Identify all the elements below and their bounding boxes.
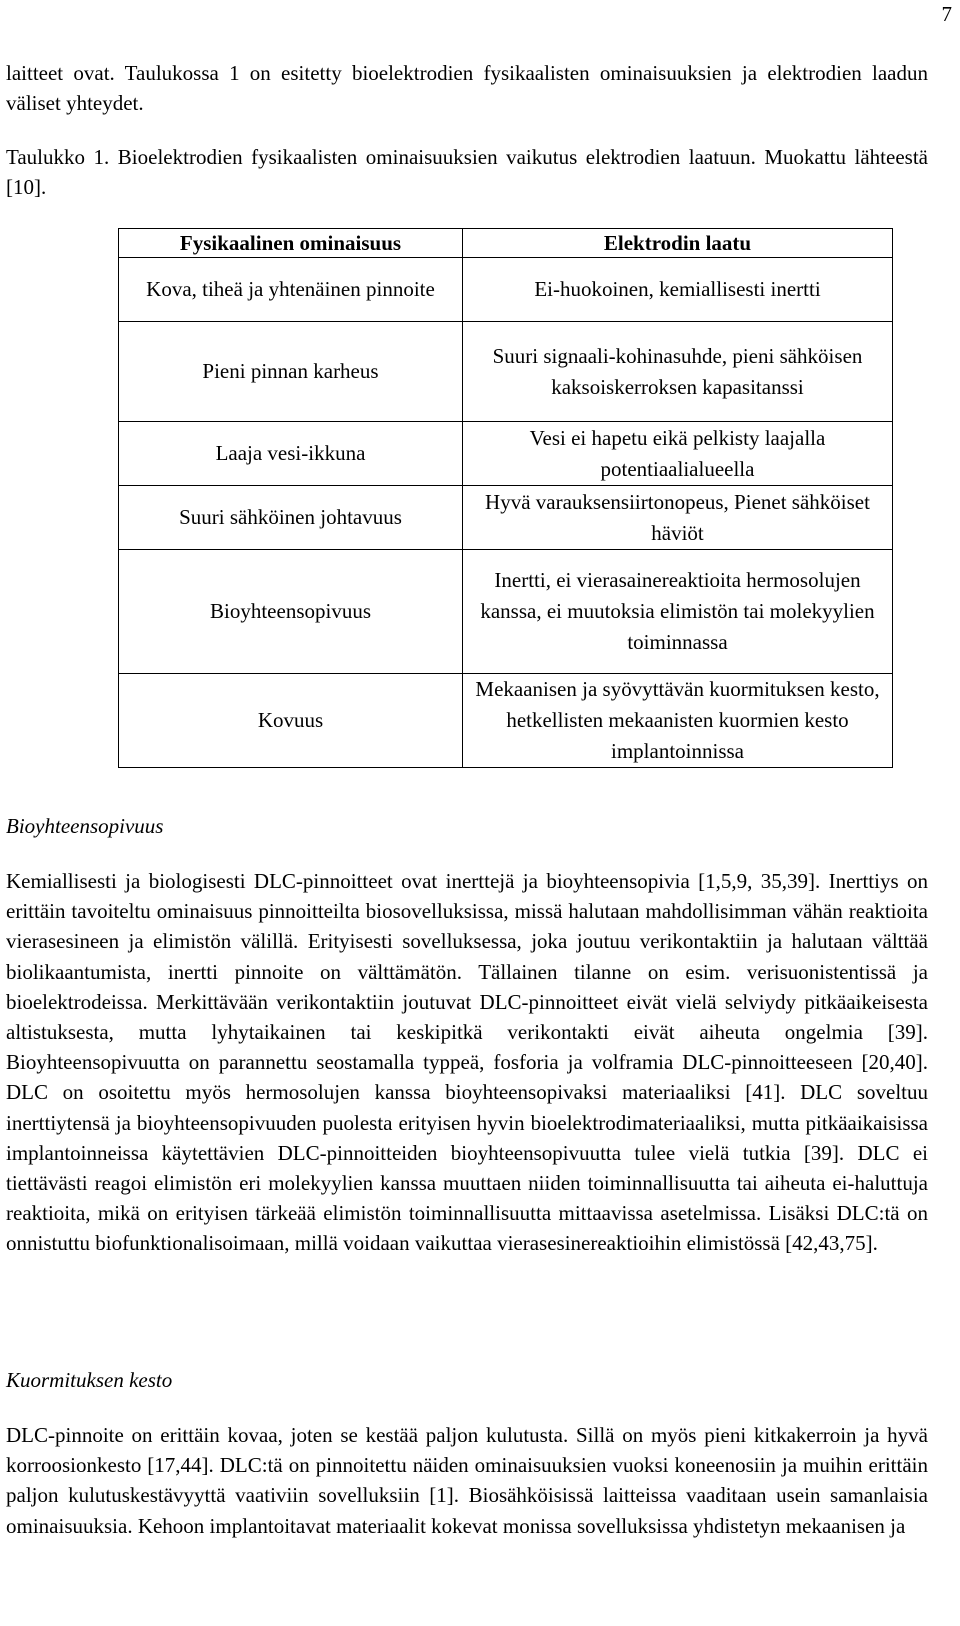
table-row: [119, 486, 893, 550]
section-heading-biocompatibility: Bioyhteensopivuus: [6, 814, 164, 838]
column-header-property: Fysikaalinen ominaisuus: [119, 229, 463, 258]
table-row: [119, 422, 893, 486]
table-row: [119, 674, 893, 768]
table-caption: Taulukko 1. Bioelektrodien fysikaalisten ominaisuuksien vaikutus elektrodien laatuun. Muokattu lähteestä [10].: [6, 145, 928, 200]
quality-cell: Ei-huokoinen, kemiallisesti inertti: [463, 258, 893, 322]
column-header-quality: Elektrodin laatu: [463, 229, 893, 258]
section-heading-load: Kuormituksen kesto: [6, 1368, 173, 1392]
table-row: [119, 322, 893, 422]
page-number: 7: [941, 2, 952, 26]
quality-cell: Suuri signaali-kohinasuhde, pieni sähköisen kaksoiskerroksen kapasitanssi: [463, 322, 893, 422]
quality-cell: Vesi ei hapetu eikä pelkisty laajalla potentiaalialueella: [463, 422, 893, 486]
quality-cell: Mekaanisen ja syövyttävän kuormituksen kesto, hetkellisten mekaanisten kuormien kesto implantoinnissa: [463, 674, 893, 768]
intro-paragraph: laitteet ovat. Taulukossa 1 on esitetty bioelektrodien fysikaalisten ominaisuuksien ja elektrodien laadun väliset yhteydet.: [6, 61, 928, 116]
property-cell: Kova, tiheä ja yhtenäinen pinnoite: [119, 258, 463, 322]
property-cell: Laaja vesi-ikkuna: [119, 422, 463, 486]
property-cell: Kovuus: [119, 674, 463, 768]
quality-cell: Hyvä varauksensiirtonopeus, Pienet sähköiset häviöt: [463, 486, 893, 550]
load-paragraph: DLC-pinnoite on erittäin kovaa, joten se kestää paljon kulutusta. Sillä on myös pieni kitkakerroin ja hyvä korroosionkesto [17,44]. DLC:tä on pinnoitettu näiden ominaisuuksien vuoksi koneenosiin ja muihin erittäin paljon kulutuskestävyyttä vaativiin sovelluksiin [1]. Biosähköisissä laitteissa vaaditaan usein samanlaisia ominaisuuksia. Kehoon implantoitavat materiaalit kokevat monissa sovelluksissa yhdistetyn mekaanisen ja: [6, 1423, 928, 1538]
table-row: [119, 258, 893, 322]
property-cell: Suuri sähköinen johtavuus: [119, 486, 463, 550]
property-cell: Bioyhteensopivuus: [119, 550, 463, 674]
property-cell: Pieni pinnan karheus: [119, 322, 463, 422]
table-header-row: [119, 229, 893, 258]
properties-table: [118, 228, 893, 768]
biocompatibility-paragraph: Kemiallisesti ja biologisesti DLC-pinnoitteet ovat inerttejä ja bioyhteensopivia [1,5,9, 35,39]. Inerttiys on erittäin tavoiteltu ominaisuus pinnoitteilta biosovelluksissa, missä halutaan mahdollisimman vähän reaktioita vierasesineen ja elimistön välillä. Erityisesti sovelluksessa, joka joutuu verikontaktiin ja halutaan välttää biolikaantumista, inertti pinnoite on välttämätön. Tällainen tilanne on esim. verisuonistentissä ja bioelektrodeissa. Merkittävään verikontaktiin joutuvat DLC-pinnoitteet eivät vielä selviydy pitkäaikeisesta altistuksesta, mutta lyhytaikainen tai keskipitkä verikontakti eivät aiheuta ongelmia [39]. Bioyhteensopivuutta on parannettu seostamalla typpeä, fosforia ja volframia DLC-pinnoitteeseen [20,40]. DLC on osoitettu myös hermosolujen kanssa bioyhteensopivaksi materiaaliksi [41]. DLC soveltuu inerttiytensä ja bioyhteensopivuuden puolesta erityisen hyvin bioelektrodimateriaaliksi, mutta pitkäaikaisissa implantoinneissa käytettävien DLC-pinnoitteiden bioyhteensopivuutta tulee vielä tutkia [39]. DLC ei tiettävästi reagoi elimistön eri molekyylien kanssa muuttaen niiden toiminnallisuutta tai aiheuta ei-haluttuja reaktioita, mikä on erityisen tärkeää elimistön toiminnallisuutta mittaavissa asetelmissa. Lisäksi DLC:tä on onnistuttu biofunktionalisoimaan, millä voidaan vaikuttaa vierasesinereaktioihin elimistössä [42,43,75].: [6, 869, 928, 1256]
table-row: [119, 550, 893, 674]
quality-cell: Inertti, ei vierasainereaktioita hermosolujen kanssa, ei muutoksia elimistön tai molekyylien toiminnassa: [463, 550, 893, 674]
